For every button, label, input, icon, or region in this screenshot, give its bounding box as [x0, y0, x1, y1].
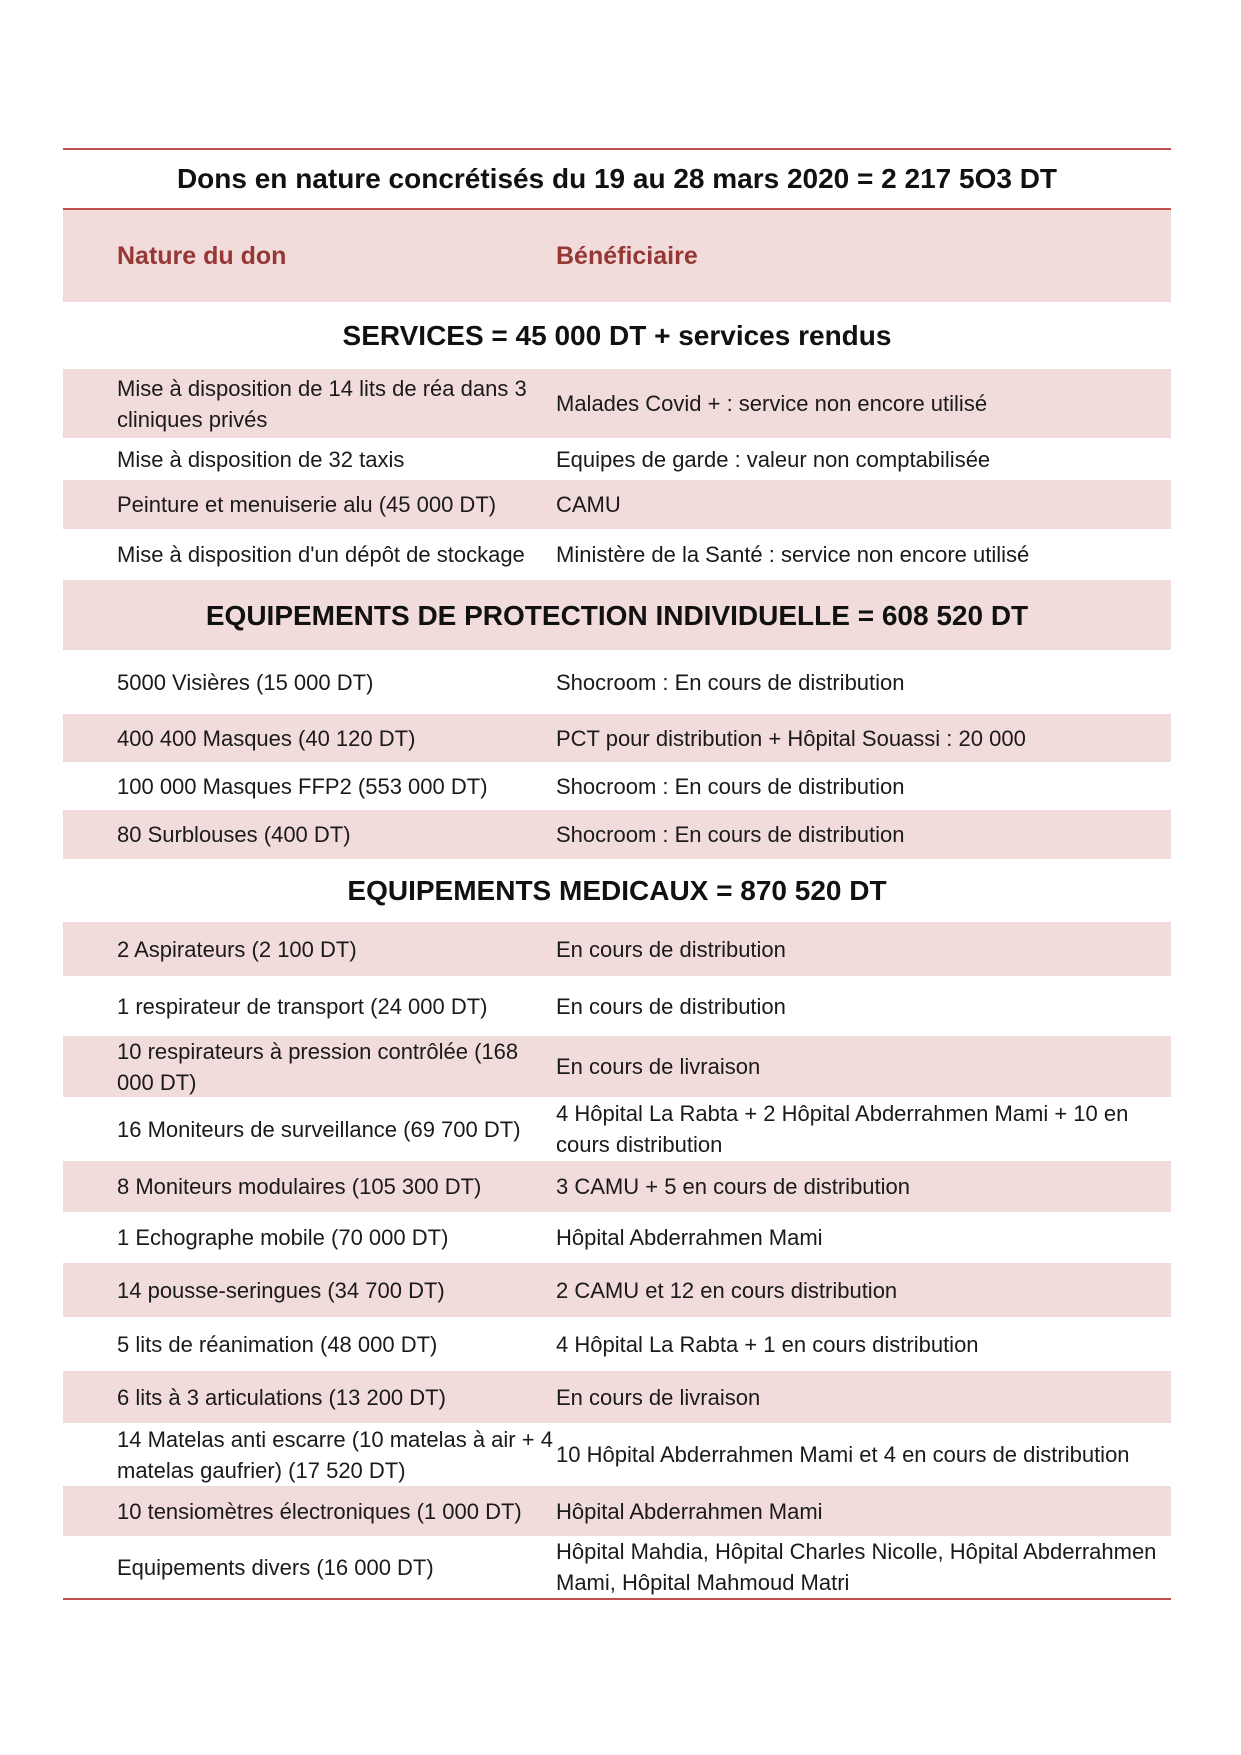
cell-nature: 1 respirateur de transport (24 000 DT) — [117, 993, 488, 1019]
table-row — [63, 1161, 1171, 1212]
cell-beneficiaire: 2 CAMU et 12 en cours distribution — [556, 1277, 898, 1303]
cell-nature: 5000 Visières (15 000 DT) — [117, 669, 374, 695]
table-row — [63, 1263, 1171, 1317]
cell-beneficiaire: 4 Hôpital La Rabta + 1 en cours distribution — [556, 1331, 979, 1357]
cell-nature: Equipements divers (16 000 DT) — [117, 1554, 434, 1580]
cell-nature: Peinture et menuiserie alu (45 000 DT) — [117, 492, 497, 517]
table-row — [63, 369, 1171, 438]
cell-nature: Mise à disposition de 32 taxis — [117, 446, 405, 472]
cell-beneficiaire: Ministère de la Santé : service non encore utilisé — [556, 542, 1030, 567]
cell-beneficiaire: 10 Hôpital Abderrahmen Mami et 4 en cours de distribution — [556, 1442, 1130, 1467]
cell-nature: 6 lits à 3 articulations (13 200 DT) — [117, 1384, 446, 1410]
cell-nature: 10 tensiomètres électroniques (1 000 DT) — [117, 1498, 522, 1524]
cell-beneficiaire: Hôpital Abderrahmen Mami — [556, 1498, 823, 1524]
section-heading: EQUIPEMENTS MEDICAUX = 870 520 DT — [347, 874, 887, 906]
table-row — [63, 480, 1171, 529]
cell-beneficiaire: 4 Hôpital La Rabta + 2 Hôpital Abderrahmen Mami + 10 en cours distribution — [556, 1101, 1129, 1157]
cell-nature: 10 respirateurs à pression contrôlée (168 000 DT) — [117, 1038, 519, 1095]
cell-beneficiaire: Equipes de garde : valeur non comptabilisée — [556, 446, 991, 472]
section-heading: EQUIPEMENTS DE PROTECTION INDIVIDUELLE = 608 520 DT — [63, 580, 1171, 650]
header-nature: Nature du don — [117, 241, 287, 270]
cell-beneficiaire: PCT pour distribution + Hôpital Souassi : 20 000 — [556, 725, 1026, 751]
table-row — [63, 1536, 1171, 1598]
bottom-rule — [63, 1598, 1171, 1600]
cell-nature: 1 Echographe mobile (70 000 DT) — [117, 1225, 449, 1250]
cell-beneficiaire: 3 CAMU + 5 en cours de distribution — [556, 1174, 911, 1199]
cell-beneficiaire: Hôpital Abderrahmen Mami — [556, 1225, 823, 1250]
cell-nature: 2 Aspirateurs (2 100 DT) — [117, 936, 357, 962]
header-beneficiaire: Bénéficiaire — [556, 241, 698, 270]
cell-beneficiaire: En cours de livraison — [556, 1384, 761, 1410]
section-heading: SERVICES = 45 000 DT + services rendus — [342, 319, 892, 351]
table-row — [63, 1317, 1171, 1371]
table-row — [63, 1212, 1171, 1263]
cell-nature: 8 Moniteurs modulaires (105 300 DT) — [117, 1174, 482, 1199]
cell-nature: Mise à disposition de 14 lits de réa dans 3 cliniques privés — [117, 375, 527, 432]
table-row — [63, 1097, 1171, 1161]
donations-table — [63, 148, 1171, 1600]
cell-nature: 16 Moniteurs de surveillance (69 700 DT) — [117, 1116, 521, 1142]
table-row — [63, 1371, 1171, 1423]
table-row — [63, 438, 1171, 480]
cell-beneficiaire: Shocroom : En cours de distribution — [556, 822, 905, 847]
page-title: Dons en nature concrétisés du 19 au 28 mars 2020 = 2 217 5O3 DT — [176, 163, 1058, 194]
table-row — [63, 1423, 1171, 1486]
cell-beneficiaire: Hôpital Mahdia, Hôpital Charles Nicolle, Hôpital Abderrahmen Mami, Hôpital Mahmoud Matri — [556, 1539, 1157, 1595]
table-row — [63, 1486, 1171, 1536]
table-row — [63, 810, 1171, 859]
cell-beneficiaire: En cours de distribution — [556, 993, 786, 1019]
cell-nature: Mise à disposition d'un dépôt de stockage — [117, 542, 525, 567]
cell-nature: 14 Matelas anti escarre (10 matelas à air + 4 matelas gaufrier) (17 520 DT) — [117, 1426, 553, 1483]
cell-beneficiaire: CAMU — [556, 492, 621, 517]
cell-nature: 14 pousse-seringues (34 700 DT) — [117, 1277, 445, 1303]
cell-beneficiaire: En cours de livraison — [556, 1054, 761, 1079]
cell-beneficiaire: Shocroom : En cours de distribution — [556, 773, 905, 799]
table-row — [63, 922, 1171, 976]
table-row — [63, 650, 1171, 714]
cell-beneficiaire: Malades Covid + : service non encore utilisé — [556, 391, 988, 416]
table-header — [63, 210, 1171, 302]
cell-nature: 5 lits de réanimation (48 000 DT) — [117, 1331, 438, 1357]
table-row — [63, 762, 1171, 810]
cell-beneficiaire: Shocroom : En cours de distribution — [556, 669, 905, 695]
table-row — [63, 1036, 1171, 1097]
cell-beneficiaire: En cours de distribution — [556, 936, 786, 962]
table-row — [63, 529, 1171, 580]
cell-nature: 100 000 Masques FFP2 (553 000 DT) — [117, 773, 488, 799]
table-row — [63, 976, 1171, 1036]
cell-nature: 80 Surblouses (400 DT) — [117, 822, 351, 847]
table-row — [63, 714, 1171, 762]
cell-nature: 400 400 Masques (40 120 DT) — [117, 725, 416, 751]
